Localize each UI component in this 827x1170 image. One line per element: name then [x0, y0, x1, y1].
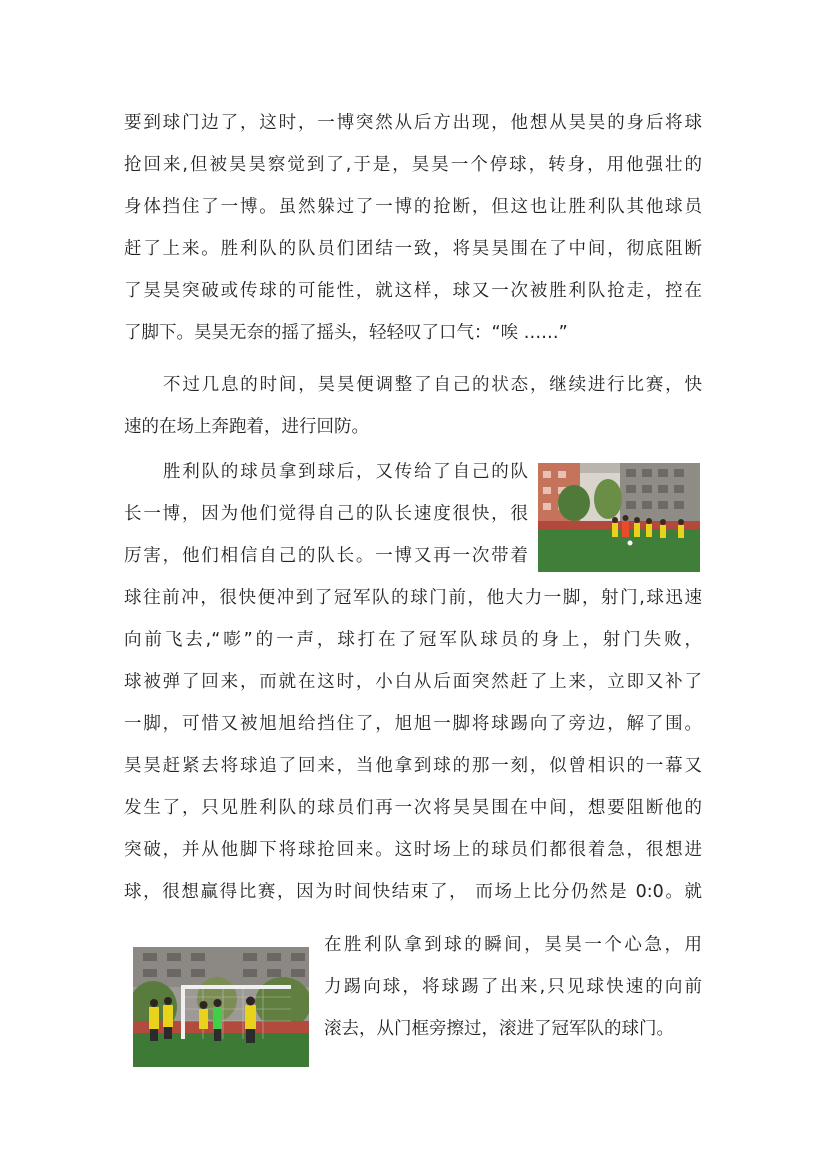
text-line: 突破，并从他脚下将球抢回来。这时场上的球员们都很着急，很想进: [124, 840, 702, 860]
text-line: 球，很想赢得比赛，因为时间快结束了， 而场上比分仍然是 0:0。就: [124, 882, 702, 902]
text-line: 力踢向球，将球踢了出来,只见球快速的向前: [324, 977, 702, 997]
text-line: 长一博，因为他们觉得自己的队长速度很快，很: [124, 504, 528, 524]
text-line: 在胜利队拿到球的瞬间，昊昊一个心急，用: [324, 935, 702, 955]
text-line: 一脚，可惜又被旭旭给挡住了，旭旭一脚将球踢向了旁边，解了围。: [124, 714, 702, 734]
text-line: 胜利队的球员拿到球后，又传给了自己的队: [163, 462, 528, 482]
text-line: 向前飞去,“嘭”的一声，球打在了冠军队球员的身上，射门失败，: [124, 630, 702, 650]
text-line: 不过几息的时间，昊昊便调整了自己的状态，继续进行比赛，快: [163, 375, 702, 395]
text-line: 身体挡住了一博。虽然躲过了一博的抢断，但这也让胜利队其他球员: [124, 197, 702, 217]
text-line: 了昊昊突破或传球的可能性，就这样，球又一次被胜利队抢走，控在: [124, 281, 702, 301]
goal-shot-photo: [133, 947, 309, 1067]
text-line: 球往前冲，很快便冲到了冠军队的球门前，他大力一脚，射门,球迅速: [124, 588, 702, 608]
text-line: 了脚下。昊昊无奈的摇了摇头，轻轻叹了口气：“唉 ……”: [124, 323, 568, 343]
text-line: 赶了上来。胜利队的队员们团结一致，将昊昊围在了中间，彻底阻断: [124, 239, 702, 259]
text-line: 发生了，只见胜利队的球员们再一次将昊昊围在中间，想要阻断他的: [124, 798, 702, 818]
text-line: 抢回来,但被昊昊察觉到了,于是，昊昊一个停球，转身，用他强壮的: [124, 155, 702, 175]
text-line: 滚去，从门框旁擦过，滚进了冠军队的球门。: [324, 1019, 674, 1039]
text-line: 球被弹了回来，而就在这时，小白从后面突然赶了上来，立即又补了: [124, 672, 702, 692]
text-line: 昊昊赶紧去将球追了回来，当他拿到球的那一刻，似曾相识的一幕又: [124, 756, 702, 776]
text-line: 要到球门边了，这时，一博突然从后方出现，他想从昊昊的身后将球: [124, 113, 702, 133]
text-line: 速的在场上奔跑着，进行回防。: [124, 417, 369, 437]
text-line: 厉害，他们相信自己的队长。一博又再一次带着: [124, 546, 528, 566]
soccer-game-photo: [538, 463, 700, 572]
